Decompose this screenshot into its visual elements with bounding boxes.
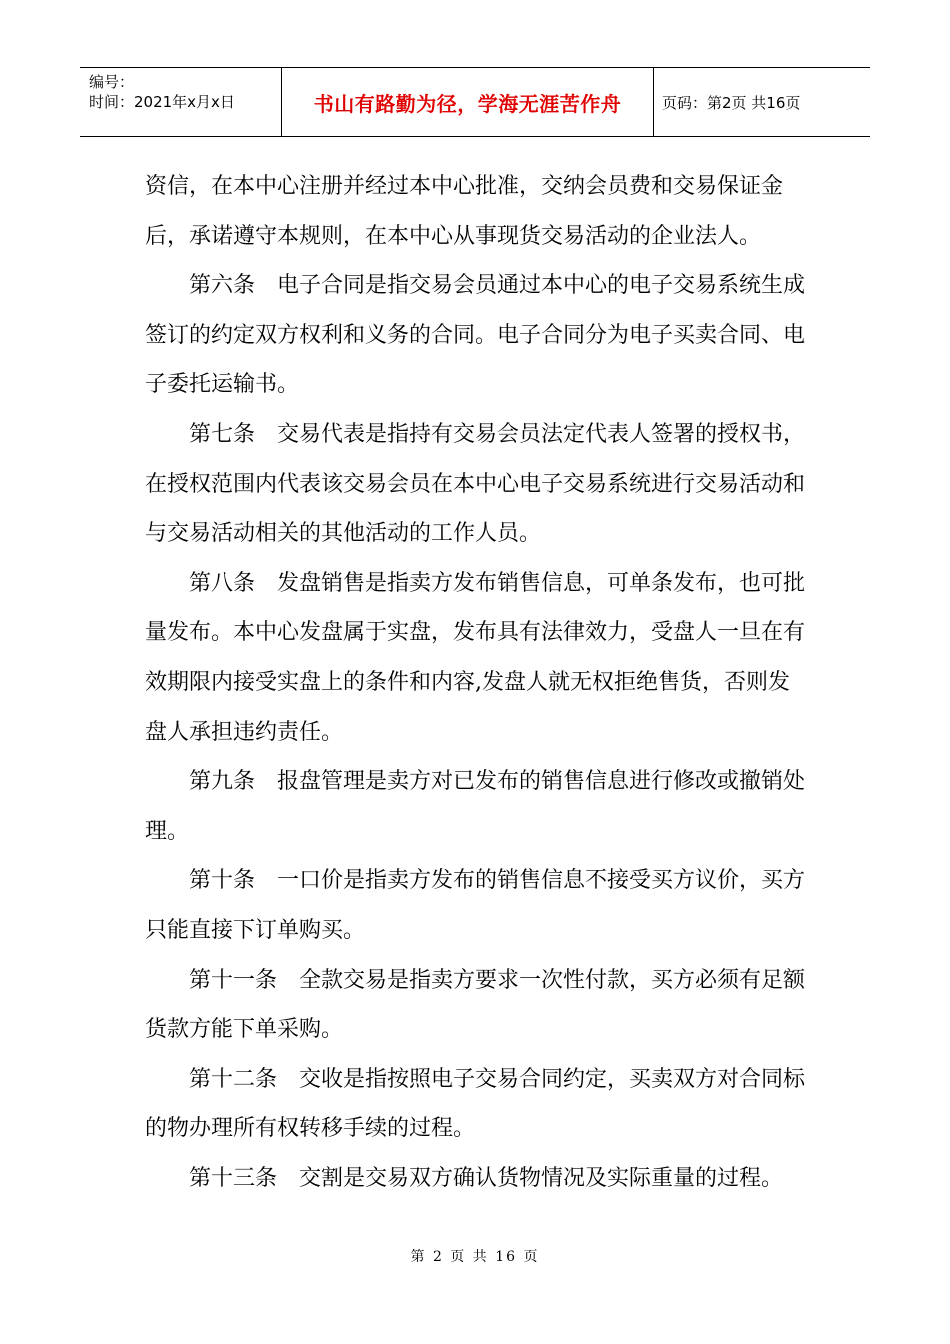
paragraph-text: 交收是指按照电子交易合同约定，买卖双方对合同标的物办理所有权转移手续的过程。 — [145, 1066, 806, 1142]
paragraph — [145, 757, 810, 856]
paragraph — [145, 1154, 810, 1204]
paragraph-text: 交易代表是指持有交易会员法定代表人签署的授权书，在授权范围内代表该交易会员在本中心电子交易系统进行交易活动和与交易活动相关的其他活动的工作人员。 — [145, 421, 806, 547]
article-number: 第十二条 — [189, 1066, 278, 1092]
paragraph — [145, 410, 810, 559]
article-number: 第十三条 — [189, 1165, 278, 1191]
article-number: 第十条 — [189, 868, 256, 894]
article-number: 第六条 — [189, 273, 256, 299]
article-number: 第十一条 — [189, 967, 278, 993]
paragraph-text: 全款交易是指卖方要求一次性付款，买方必须有足额货款方能下单采购。 — [145, 967, 806, 1043]
header-page-info: 页码：第2页 共16页 — [662, 93, 801, 112]
document-body — [145, 162, 810, 1203]
paragraph-text: 发盘销售是指卖方发布销售信息，可单条发布，也可批量发布。本中心发盘属于实盘，发布具有法律效力，受盘人一旦在有效期限内接受实盘上的条件和内容,发盘人就无权拒绝售货，否则发盘人承担违约责任。 — [145, 570, 806, 745]
document-header — [80, 67, 870, 137]
article-number: 第八条 — [189, 570, 256, 596]
paragraph — [145, 1055, 810, 1154]
page-footer: 第 2 页 共 16 页 — [410, 1249, 540, 1265]
paragraph-text: 报盘管理是卖方对已发布的销售信息进行修改或撤销处理。 — [145, 769, 806, 844]
paragraph — [145, 162, 810, 261]
document-date: 时间：2021年x月x日 — [89, 93, 235, 111]
document-number-label: 编号： — [89, 73, 135, 91]
header-motto: 书山有路勤为径，学海无涯苦作舟 — [282, 68, 654, 136]
paragraph — [145, 559, 810, 757]
paragraph-text: 一口价是指卖方发布的销售信息不接受买方议价，买方只能直接下订单购买。 — [145, 868, 806, 943]
paragraph — [145, 856, 810, 955]
paragraph-text: 交割是交易双方确认货物情况及实际重量的过程。 — [299, 1165, 784, 1191]
article-number: 第七条 — [189, 421, 256, 447]
paragraph — [145, 956, 810, 1055]
paragraph — [145, 261, 810, 410]
paragraph-text: 电子合同是指交易会员通过本中心的电子交易系统生成签订的约定双方权利和义务的合同。电子合同分为电子买卖合同、电子委托运输书。 — [145, 273, 806, 398]
paragraph-text: 资信，在本中心注册并经过本中心批准，交纳会员费和交易保证金后，承诺遵守本规则，在本中心从事现货交易活动的企业法人。 — [145, 174, 784, 249]
article-number: 第九条 — [189, 769, 256, 795]
header-meta-cell — [80, 68, 282, 136]
